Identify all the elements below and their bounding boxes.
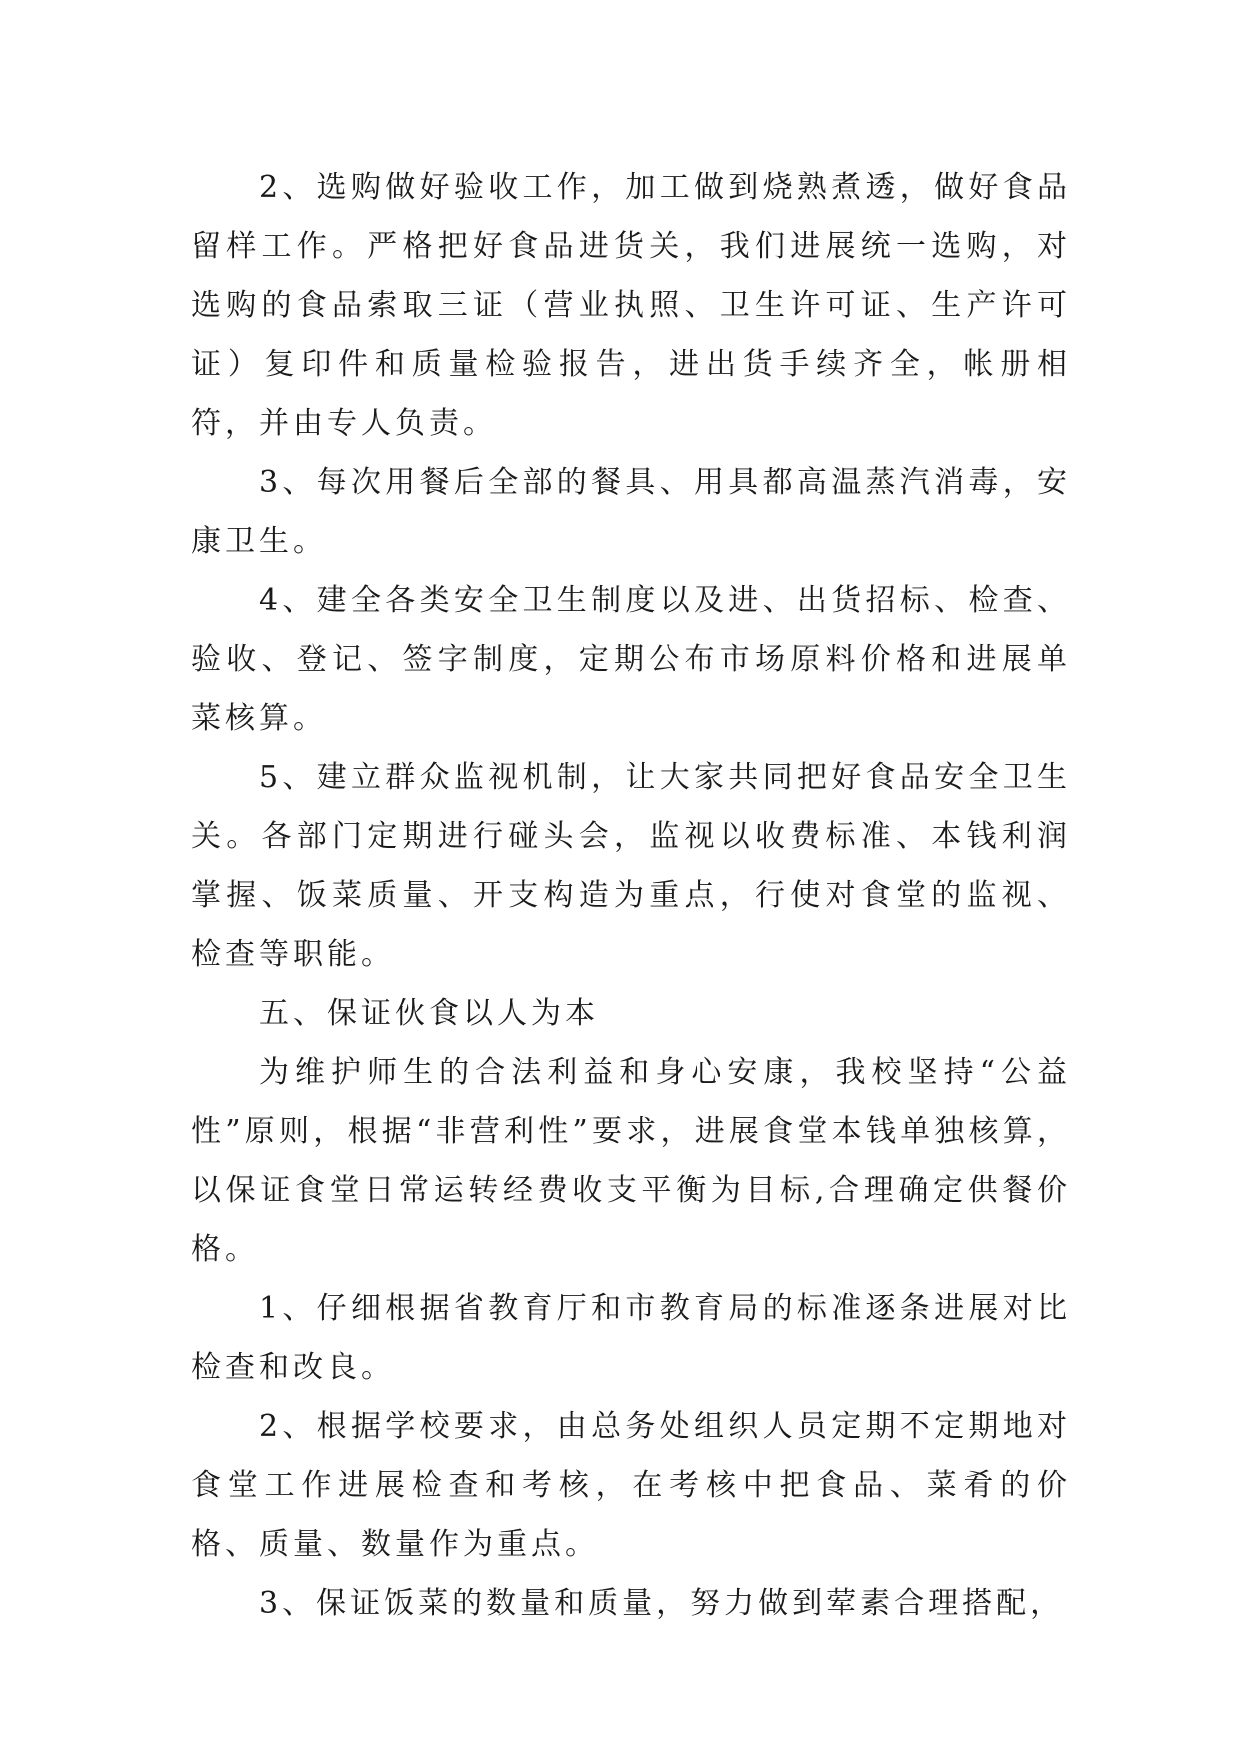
paragraph-item-1-standards: 1、仔细根据省教育厅和市教育局的标准逐条进展对比检查和改良。 xyxy=(191,1291,1071,1385)
paragraph-item-5-supervision: 5、建立群众监视机制，让大家共同把好食品安全卫生关。各部门定期进行碰头会，监视以收费标准、本钱利润掌握、饭菜质量、开支构造为重点，行使对食堂的监视、检查等职能。 xyxy=(191,760,1071,972)
paragraph-item-4-safety-rules: 4、建全各类安全卫生制度以及进、出货招标、检查、验收、登记、签字制度，定期公布市场原料价格和进展单菜核算。 xyxy=(191,583,1071,736)
paragraph-item-2-inspection: 2、根据学校要求，由总务处组织人员定期不定期地对食堂工作进展检查和考核，在考核中把食品、菜肴的价格、质量、数量作为重点。 xyxy=(191,1409,1071,1562)
document-body xyxy=(191,158,1071,1633)
section-heading-five: 五、保证伙食以人为本 xyxy=(259,996,599,1031)
paragraph-item-3-quality: 3、保证饭菜的数量和质量，努力做到荤素合理搭配， xyxy=(259,1586,1065,1621)
paragraph-section-intro: 为维护师生的合法利益和身心安康，我校坚持“公益性”原则，根据“非营利性”要求，进展食堂本钱单独核算，以保证食堂日常运转经费收支平衡为目标,合理确定供餐价格。 xyxy=(191,1055,1071,1267)
paragraph-item-2-procurement: 2、选购做好验收工作，加工做到烧熟煮透，做好食品留样工作。严格把好食品进货关，我们进展统一选购，对选购的食品索取三证（营业执照、卫生许可证、生产许可证）复印件和质量检验报告，进出货手续齐全，帐册相符，并由专人负责。 xyxy=(191,170,1071,441)
paragraph-item-3-disinfection: 3、每次用餐后全部的餐具、用具都高温蒸汽消毒，安康卫生。 xyxy=(191,465,1071,559)
